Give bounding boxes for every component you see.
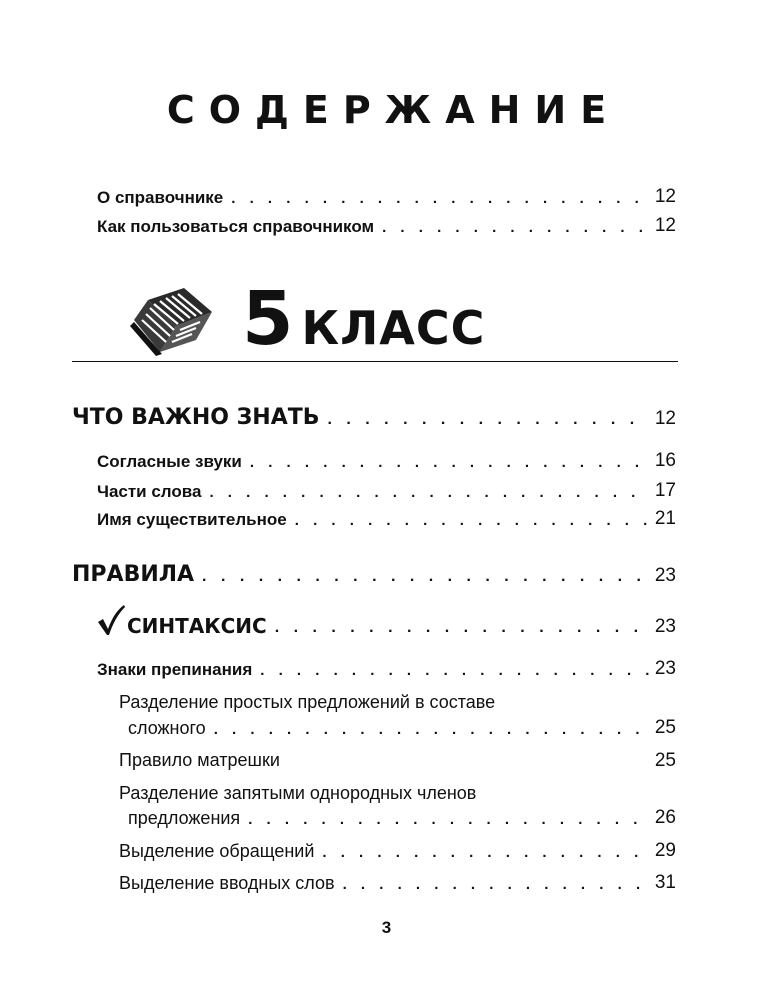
toc-page-number: 21	[654, 508, 676, 529]
toc-page-number: 12	[654, 215, 676, 236]
toc-section-label: ЧТО ВАЖНО ЗНАТЬ	[72, 405, 320, 430]
toc-section-important[interactable]	[72, 405, 676, 430]
divider	[72, 361, 678, 362]
leader-dots	[250, 455, 649, 472]
leader-dots	[328, 412, 649, 430]
toc-page-number: 23	[654, 658, 676, 679]
toc-entry-label: Части слова	[97, 482, 202, 501]
page-title: СОДЕРЖАНИЕ	[166, 88, 621, 132]
toc-item-label: предложения	[128, 808, 241, 828]
toc-page-number: 16	[654, 450, 676, 471]
toc-page-number: 17	[654, 480, 676, 501]
toc-item-line1: Разделение простых предложений в составе	[119, 692, 496, 712]
toc-item-introductory[interactable]	[119, 872, 676, 894]
leader-dots	[275, 620, 649, 638]
toc-entry-word-parts[interactable]	[97, 480, 676, 502]
toc-item-address[interactable]	[119, 840, 676, 862]
toc-item-homogeneous[interactable]	[128, 807, 676, 829]
toc-page-number: 25	[654, 717, 676, 738]
toc-entry-punctuation[interactable]	[97, 658, 676, 680]
checkmark-icon	[96, 604, 126, 636]
leader-dots	[322, 845, 648, 862]
leader-dots	[343, 877, 649, 894]
toc-page-number: 23	[654, 616, 676, 637]
leader-dots	[295, 513, 649, 530]
toc-entry-label: Как пользоваться справочником	[97, 217, 375, 236]
grade-word: КЛАСС	[301, 301, 486, 355]
toc-page-number: 29	[654, 840, 676, 861]
leader-dots	[382, 220, 649, 237]
toc-page-number: 23	[654, 565, 676, 586]
toc-item-label: Выделение обращений	[119, 841, 315, 861]
toc-subsection-label: СИНТАКСИС	[127, 614, 267, 638]
toc-entry-label: Знаки препинания	[97, 660, 253, 679]
toc-page-number: 31	[654, 872, 676, 893]
leader-dots	[231, 191, 649, 208]
toc-item-label: сложного	[128, 718, 206, 738]
toc-page-number: 25	[654, 750, 676, 771]
leader-dots	[260, 663, 649, 680]
toc-section-rules[interactable]	[72, 562, 676, 587]
leader-dots	[202, 569, 649, 587]
toc-entry-noun[interactable]	[97, 508, 676, 530]
toc-page-number: 12	[654, 408, 676, 429]
toc-entry-about[interactable]	[97, 186, 676, 208]
toc-entry-label: Согласные звуки	[97, 452, 242, 471]
toc-entry-label: Имя существительное	[97, 510, 287, 529]
toc-item-line1: Разделение запятыми однородных членов	[119, 783, 477, 803]
open-book-icon	[126, 286, 216, 358]
grade-number: 5	[242, 276, 292, 362]
toc-entry-label: О справочнике	[97, 188, 224, 207]
toc-page-number: 26	[654, 807, 676, 828]
toc-subsection-syntax[interactable]	[127, 614, 676, 638]
toc-item-complex-sentence[interactable]	[128, 717, 676, 739]
toc-entry-consonants[interactable]	[97, 450, 676, 472]
toc-item-label: Выделение вводных слов	[119, 873, 335, 893]
toc-entry-how-to-use[interactable]	[97, 215, 676, 237]
toc-item-matryoshka-label[interactable]: Правило матрешки	[119, 750, 280, 770]
toc-page-number: 12	[654, 186, 676, 207]
leader-dots	[248, 812, 649, 829]
page-number: 3	[381, 918, 392, 937]
leader-dots	[214, 722, 649, 739]
grade-heading	[242, 276, 486, 362]
leader-dots	[209, 485, 648, 502]
toc-section-label: ПРАВИЛА	[72, 562, 195, 587]
